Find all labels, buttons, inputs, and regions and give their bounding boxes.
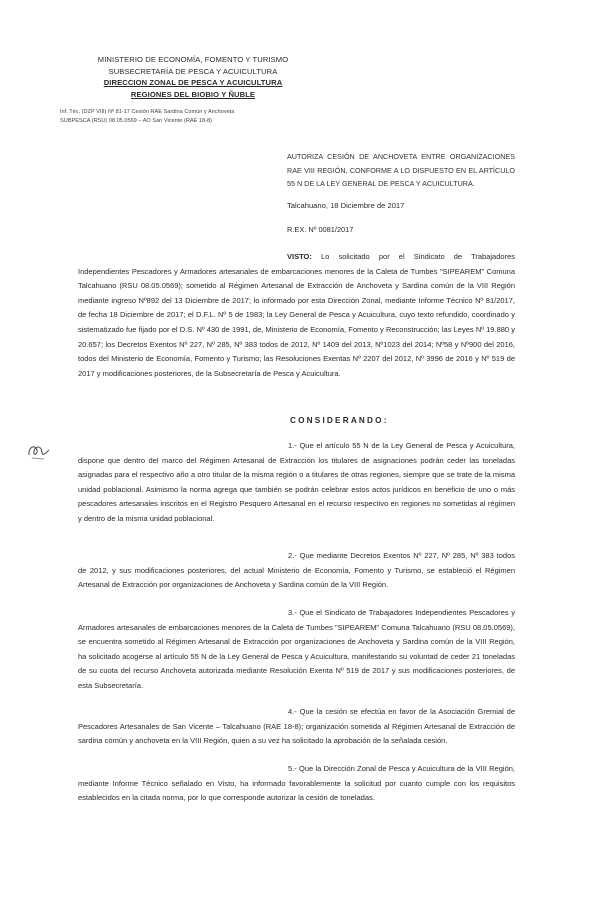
letterhead	[78, 54, 308, 100]
subsecretariat-name: SUBSECRETARÍA DE PESCA Y ACUICULTURA	[108, 66, 278, 76]
considerando-paragraph-5: 5.- Que la Dirección Zonal de Pesca y Acuicultura de la VIII Región, mediante Informe Técnico señalado en Visto, ha informado favorablemente la solicitud por cuanto cumple con los requisitos establecidos en la citada norma, por lo que corresponde autorizar la cesión de toneladas.	[78, 764, 515, 803]
ministry-name: MINISTERIO DE ECONOMÍA, FOMENTO Y TURISMO	[97, 55, 289, 64]
zonal-direction-name: DIRECCION ZONAL DE PESCA Y ACUICULTURA	[103, 78, 283, 87]
considerando-paragraph-1: 1.- Que el artículo 55 N de la Ley General de Pesca y Acuicultura, dispone que dentro del marco del Régimen Artesanal de Extracción los titulares de asignaciones podrán ceder las toneladas asignadas para el respectivo año a otro titular de la misma región o a titulares de otras regiones, siempre que se trate de la misma unidad poblacional. Asimismo la norma agrega que también se podrán celebrar estos actos jurídicos en beneficio de uno o más pescadores artesanales inscritos en el Registro Pesquero Artesanal en el recurso respectivo en regiones no sometidas al régimen y dentro de la misma unidad poblacional.	[78, 441, 515, 523]
considerando-paragraph-2: 2.- Que mediante Decretos Exentos Nº 227, Nº 285, Nº 383 todos de 2012, y sus modificaciones posteriores, del actual Ministerio de Economía, Fomento y Turismo, se estableció el Régimen Artesanal de Extracción por organizaciones de Anchoveta y Sardina común de la VIII Región.	[78, 551, 515, 590]
handwritten-initials-mark	[26, 441, 52, 463]
reference-lines	[60, 108, 310, 126]
visto-label: VISTO:	[287, 252, 312, 261]
reference-line-2: SUBPESCA (RSU) 08.05.0569 – AO San Vicente (RAE 18-8)	[60, 118, 212, 124]
visto-section	[78, 250, 515, 381]
considerando-paragraph-3: 3.- Que el Sindicato de Trabajadores Independientes Pescadores y Armadores artesanales de embarcaciones menores de la Caleta de Tumbes "SIPEAREM" Comuna Talcahuano (RSU 08.05.0569), se encuentra sometido al Régimen Artesanal de Extracción por organizaciones de Anchoveta y Sardina común de la VIII Región, ha solicitado acogerse al artículo 55 N de la Ley General de Pesca y Acuicultura, manifestando su voluntad de ceder 21 toneladas de su cuota del recurso Anchoveta autorizada mediante Resolución Exenta Nº 519 de 2017 y sus modificaciones posteriores, de esta Subsecretaría.	[78, 608, 515, 690]
place-and-date: Talcahuano, 18 Diciembre de 2017	[287, 201, 405, 210]
considerando-paragraph-4: 4.- Que la cesión se efectúa en favor de la Asociación Gremial de Pescadores Artesanales de San Vicente – Talcahuano (RAE 18-8); organización sometida al Régimen Artesanal de Extracción de sardina común y anchoveta en la VIII Región, quien a su vez ha solicitado la aprobación de la señalada cesión.	[78, 707, 515, 746]
reference-line-1: Inf. Téc. (DZP VIII) Nº 81-17 Cesión RAE Sardina Común y Anchoveta	[60, 109, 235, 115]
considerando-heading: CONSIDERANDO:	[290, 416, 389, 425]
resolution-number: R.EX. Nº 0081/2017	[287, 225, 354, 234]
visto-text: Lo solicitado por el Sindicato de Trabajadores Independientes Pescadores y Armadores artesanales de embarcaciones menores de la Caleta de Tumbes "SIPEAREM" Comuna Talcahuano (RSU 08.05.0569); sometido al Régimen Artesanal de Extracción de Anchoveta y Sardina común de la VIII Región mediante ingreso Nº892 del 13 Diciembre de 2017; lo informado por esta Dirección Zonal, mediante Informe Técnico Nº 81/2017, de fecha 18 Diciembre de 2017; el D.F.L. Nº 5 de 1983; la Ley General de Pesca y Acuicultura, cuyo texto refundido, coordinado y sistematizado fue fijado por el D.S. Nº 430 de 1991, de, Ministerio de Economía, Fomento y Reconstrucción; las Leyes Nº 19.880 y 20.657; los Decretos Exentos Nº 227, Nº 285, Nº 383 todos de 2012, Nº 1409 del 2013, Nº1023 del 2014; Nº58 y Nº900 del 2016, todos del Ministerio de Economía, Fomento y Turismo; las Resoluciones Exentas Nº 2207 del 2012, Nº 3996 de 2016 y Nº 519 de 2017 y modificaciones posteriores, de la Subsecretaría de Pesca y Acuicultura.	[78, 252, 515, 378]
resolution-subject: AUTORIZA CESIÓN DE ANCHOVETA ENTRE ORGANIZACIONES RAE VIII REGIÓN, CONFORME A LO DISPUESTO EN EL ARTÍCULO 55 N DE LA LEY GENERAL DE PESCA Y ACUICULTURA.	[287, 152, 515, 188]
regions-name: REGIONES DEL BIOBIO Y ÑUBLE	[130, 89, 256, 99]
